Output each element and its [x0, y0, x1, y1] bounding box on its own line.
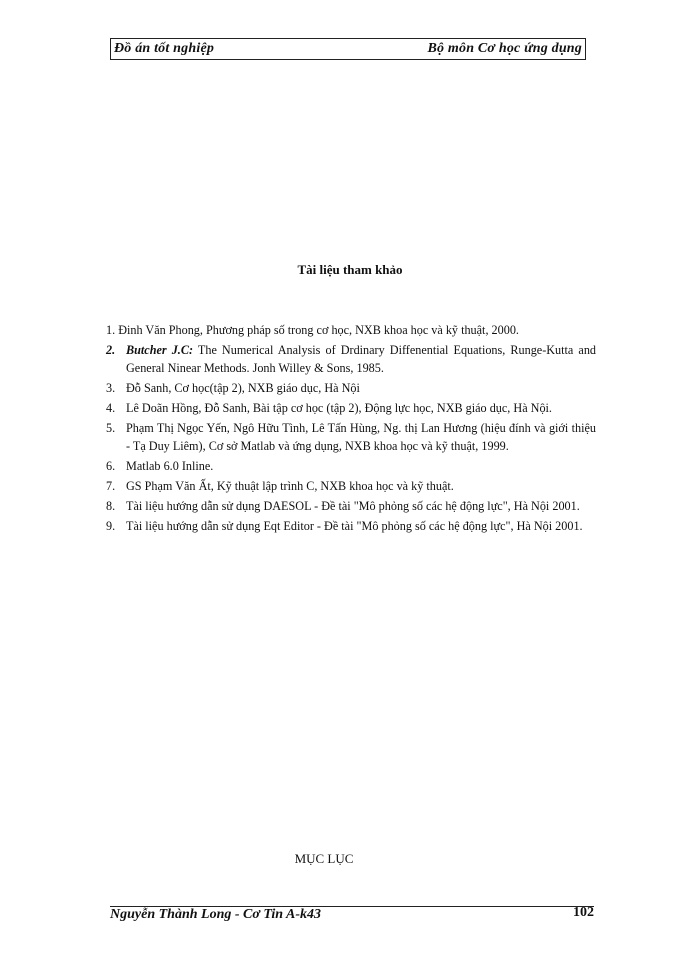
- reference-number: 2.: [106, 343, 116, 357]
- reference-item-5: [106, 419, 596, 455]
- reference-number: 6.: [106, 459, 116, 473]
- reference-number: 9.: [106, 519, 116, 533]
- reference-item-3: [106, 379, 596, 397]
- reference-item-4: [106, 399, 596, 417]
- page-number: 102: [573, 905, 594, 920]
- reference-number: 7.: [106, 479, 116, 493]
- table-of-contents-title: MỤC LỤC: [294, 851, 354, 866]
- reference-number: 1.: [106, 323, 116, 337]
- reference-text: Tài liệu hướng dẫn sử dụng DAESOL - Đề tài "Mô phỏng số các hệ động lực", Hà Nội 2001.: [126, 499, 580, 513]
- reference-item-1: [106, 321, 596, 339]
- reference-item-2: [106, 341, 596, 377]
- references-title: Tài liệu tham khảo: [297, 262, 403, 277]
- references-list: [106, 321, 596, 537]
- reference-number: 3.: [106, 381, 116, 395]
- reference-item-7: [106, 477, 596, 495]
- reference-body: The Numerical Analysis of Drdinary Diffenential Equations, Runge-Kutta and General Ninear Methods. Jonh Willey & Sons, 1985.: [126, 343, 597, 375]
- reference-text: Matlab 6.0 Inline.: [126, 459, 214, 473]
- reference-text: Đinh Văn Phong, Phương pháp số trong cơ học, NXB khoa học và kỹ thuật, 2000.: [118, 323, 519, 337]
- reference-text: Lê Doãn Hồng, Đỗ Sanh, Bài tập cơ học (tập 2), Động lực học, NXB giáo dục, Hà Nội.: [126, 401, 552, 415]
- reference-text: Đỗ Sanh, Cơ học(tập 2), NXB giáo dục, Hà Nội: [126, 381, 360, 395]
- reference-number: 5.: [106, 421, 116, 435]
- reference-text: Phạm Thị Ngọc Yến, Ngô Hữu Tình, Lê Tấn Hùng, Ng. thị Lan Hương (hiệu đính và giới thiệu - Tạ Duy Liêm), Cơ sở Matlab và ứng dụng, NXB khoa học và kỹ thuật, 1999.: [126, 421, 596, 453]
- header-department-label: Bộ môn Cơ học ứng dụng: [427, 41, 582, 56]
- reference-text: [106, 341, 596, 377]
- reference-item-8: [106, 497, 596, 515]
- reference-number: 8.: [106, 499, 116, 513]
- reference-text: Tài liệu hướng dẫn sử dụng Eqt Editor - Đề tài "Mô phỏng số các hệ động lực", Hà Nội 2001.: [126, 519, 583, 533]
- footer-author: Nguyễn Thành Long - Cơ Tin A-k43: [110, 907, 322, 922]
- page-header: [110, 38, 586, 60]
- reference-text: GS Phạm Văn Ất, Kỹ thuật lập trình C, NXB khoa học và kỹ thuật.: [126, 479, 454, 493]
- reference-item-9: [106, 517, 596, 535]
- reference-author: Butcher J.C:: [126, 343, 194, 357]
- reference-number: 4.: [106, 401, 116, 415]
- reference-item-6: [106, 457, 596, 475]
- header-thesis-label: Đồ án tốt nghiệp: [114, 41, 215, 56]
